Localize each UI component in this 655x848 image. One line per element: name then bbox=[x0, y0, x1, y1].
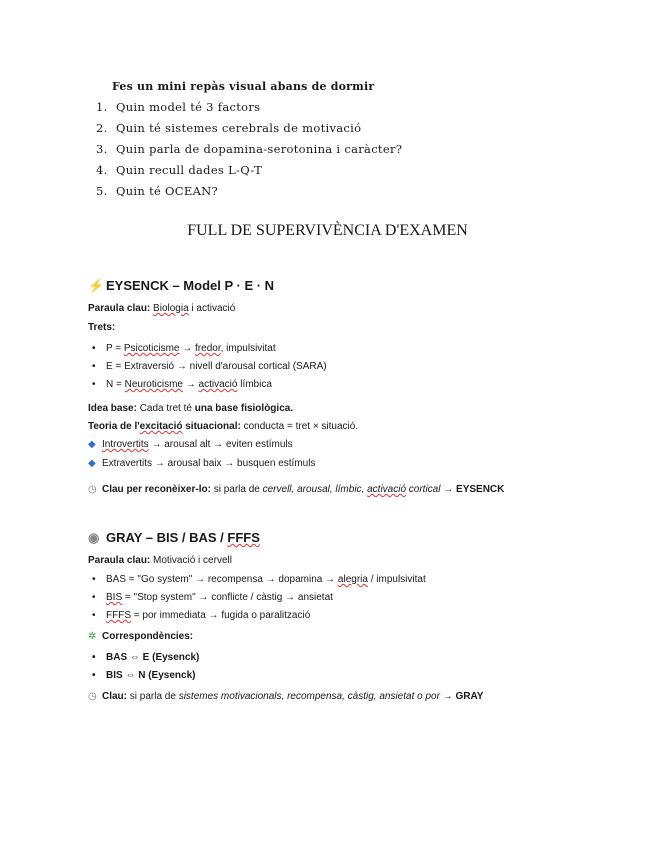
gray-keyword: Paraula clau: Motivació i cervell bbox=[88, 555, 232, 566]
gray-clue: ◷ Clau: si parla de sistemes motivacionals, recompensa, càstig, ansietat o por → GRAY bbox=[88, 691, 484, 702]
list-item: 3. Quin parla de dopamina-serotonina i caràcter? bbox=[96, 142, 403, 156]
brain-icon: ◉ bbox=[88, 530, 100, 545]
list-item: 4. Quin recull dades L-Q-T bbox=[96, 163, 263, 177]
list-item: • BIS ⇔ N (Eysenck) bbox=[92, 670, 196, 681]
diamond-icon: ◆ bbox=[88, 439, 96, 450]
list-item: • N = Neuroticisme → activació límbica bbox=[92, 379, 272, 390]
lightning-icon: ⚡ bbox=[88, 278, 105, 293]
clock-icon: ◷ bbox=[88, 484, 97, 495]
eysenck-clue: ◷ Clau per reconèixer-lo: si parla de cervell, arousal, límbic, activació cortical → EYSENCK bbox=[88, 484, 505, 495]
list-item: • BAS = "Go system" → recompensa → dopamina → alegria / impulsivitat bbox=[92, 574, 426, 585]
list-item: • E = Extraversió → nivell d'arousal cortical (SARA) bbox=[92, 361, 327, 372]
clock-icon: ◷ bbox=[88, 691, 97, 702]
eysenck-introverts: ◆ Introvertits → arousal alt → eviten estímuls bbox=[88, 439, 293, 450]
list-item: • FFFS = por immediata → fugida o paralització bbox=[92, 610, 311, 621]
eysenck-heading: ⚡ EYSENCK – Model P · E · N bbox=[88, 278, 275, 293]
list-item: • BIS = "Stop system" → conflicte / càstig → ansietat bbox=[92, 592, 333, 603]
list-item: 5. Quin té OCEAN? bbox=[96, 184, 219, 198]
intro-title: Fes un mini repàs visual abans de dormir bbox=[112, 80, 375, 93]
page-title: FULL DE SUPERVIVÈNCIA D'EXAMEN bbox=[187, 222, 468, 239]
eysenck-idea: Idea base: Cada tret té una base fisiològica. bbox=[88, 403, 294, 414]
eysenck-theory: Teoria de l'excitació situacional: conducta = tret × situació. bbox=[88, 421, 359, 432]
list-item: • P = Psicoticisme → fredor, impulsivitat bbox=[92, 343, 276, 354]
list-item: • BAS ⇔ E (Eysenck) bbox=[92, 652, 200, 663]
diamond-icon: ◆ bbox=[88, 458, 96, 469]
gray-heading: ◉ GRAY – BIS / BAS / FFFS bbox=[88, 530, 260, 545]
list-item: 1. Quin model té 3 factors bbox=[96, 100, 261, 114]
eysenck-extraverts: ◆ Extravertits → arousal baix → busquen estímuls bbox=[88, 458, 316, 469]
eysenck-traits-label: Trets: bbox=[88, 322, 116, 333]
gray-correspondences: ✲ Correspondències: bbox=[88, 631, 194, 642]
puzzle-icon: ✲ bbox=[88, 631, 97, 642]
list-item: 2. Quin té sistemes cerebrals de motivació bbox=[96, 121, 362, 135]
eysenck-keyword: Paraula clau: Biologia i activació bbox=[88, 303, 236, 314]
